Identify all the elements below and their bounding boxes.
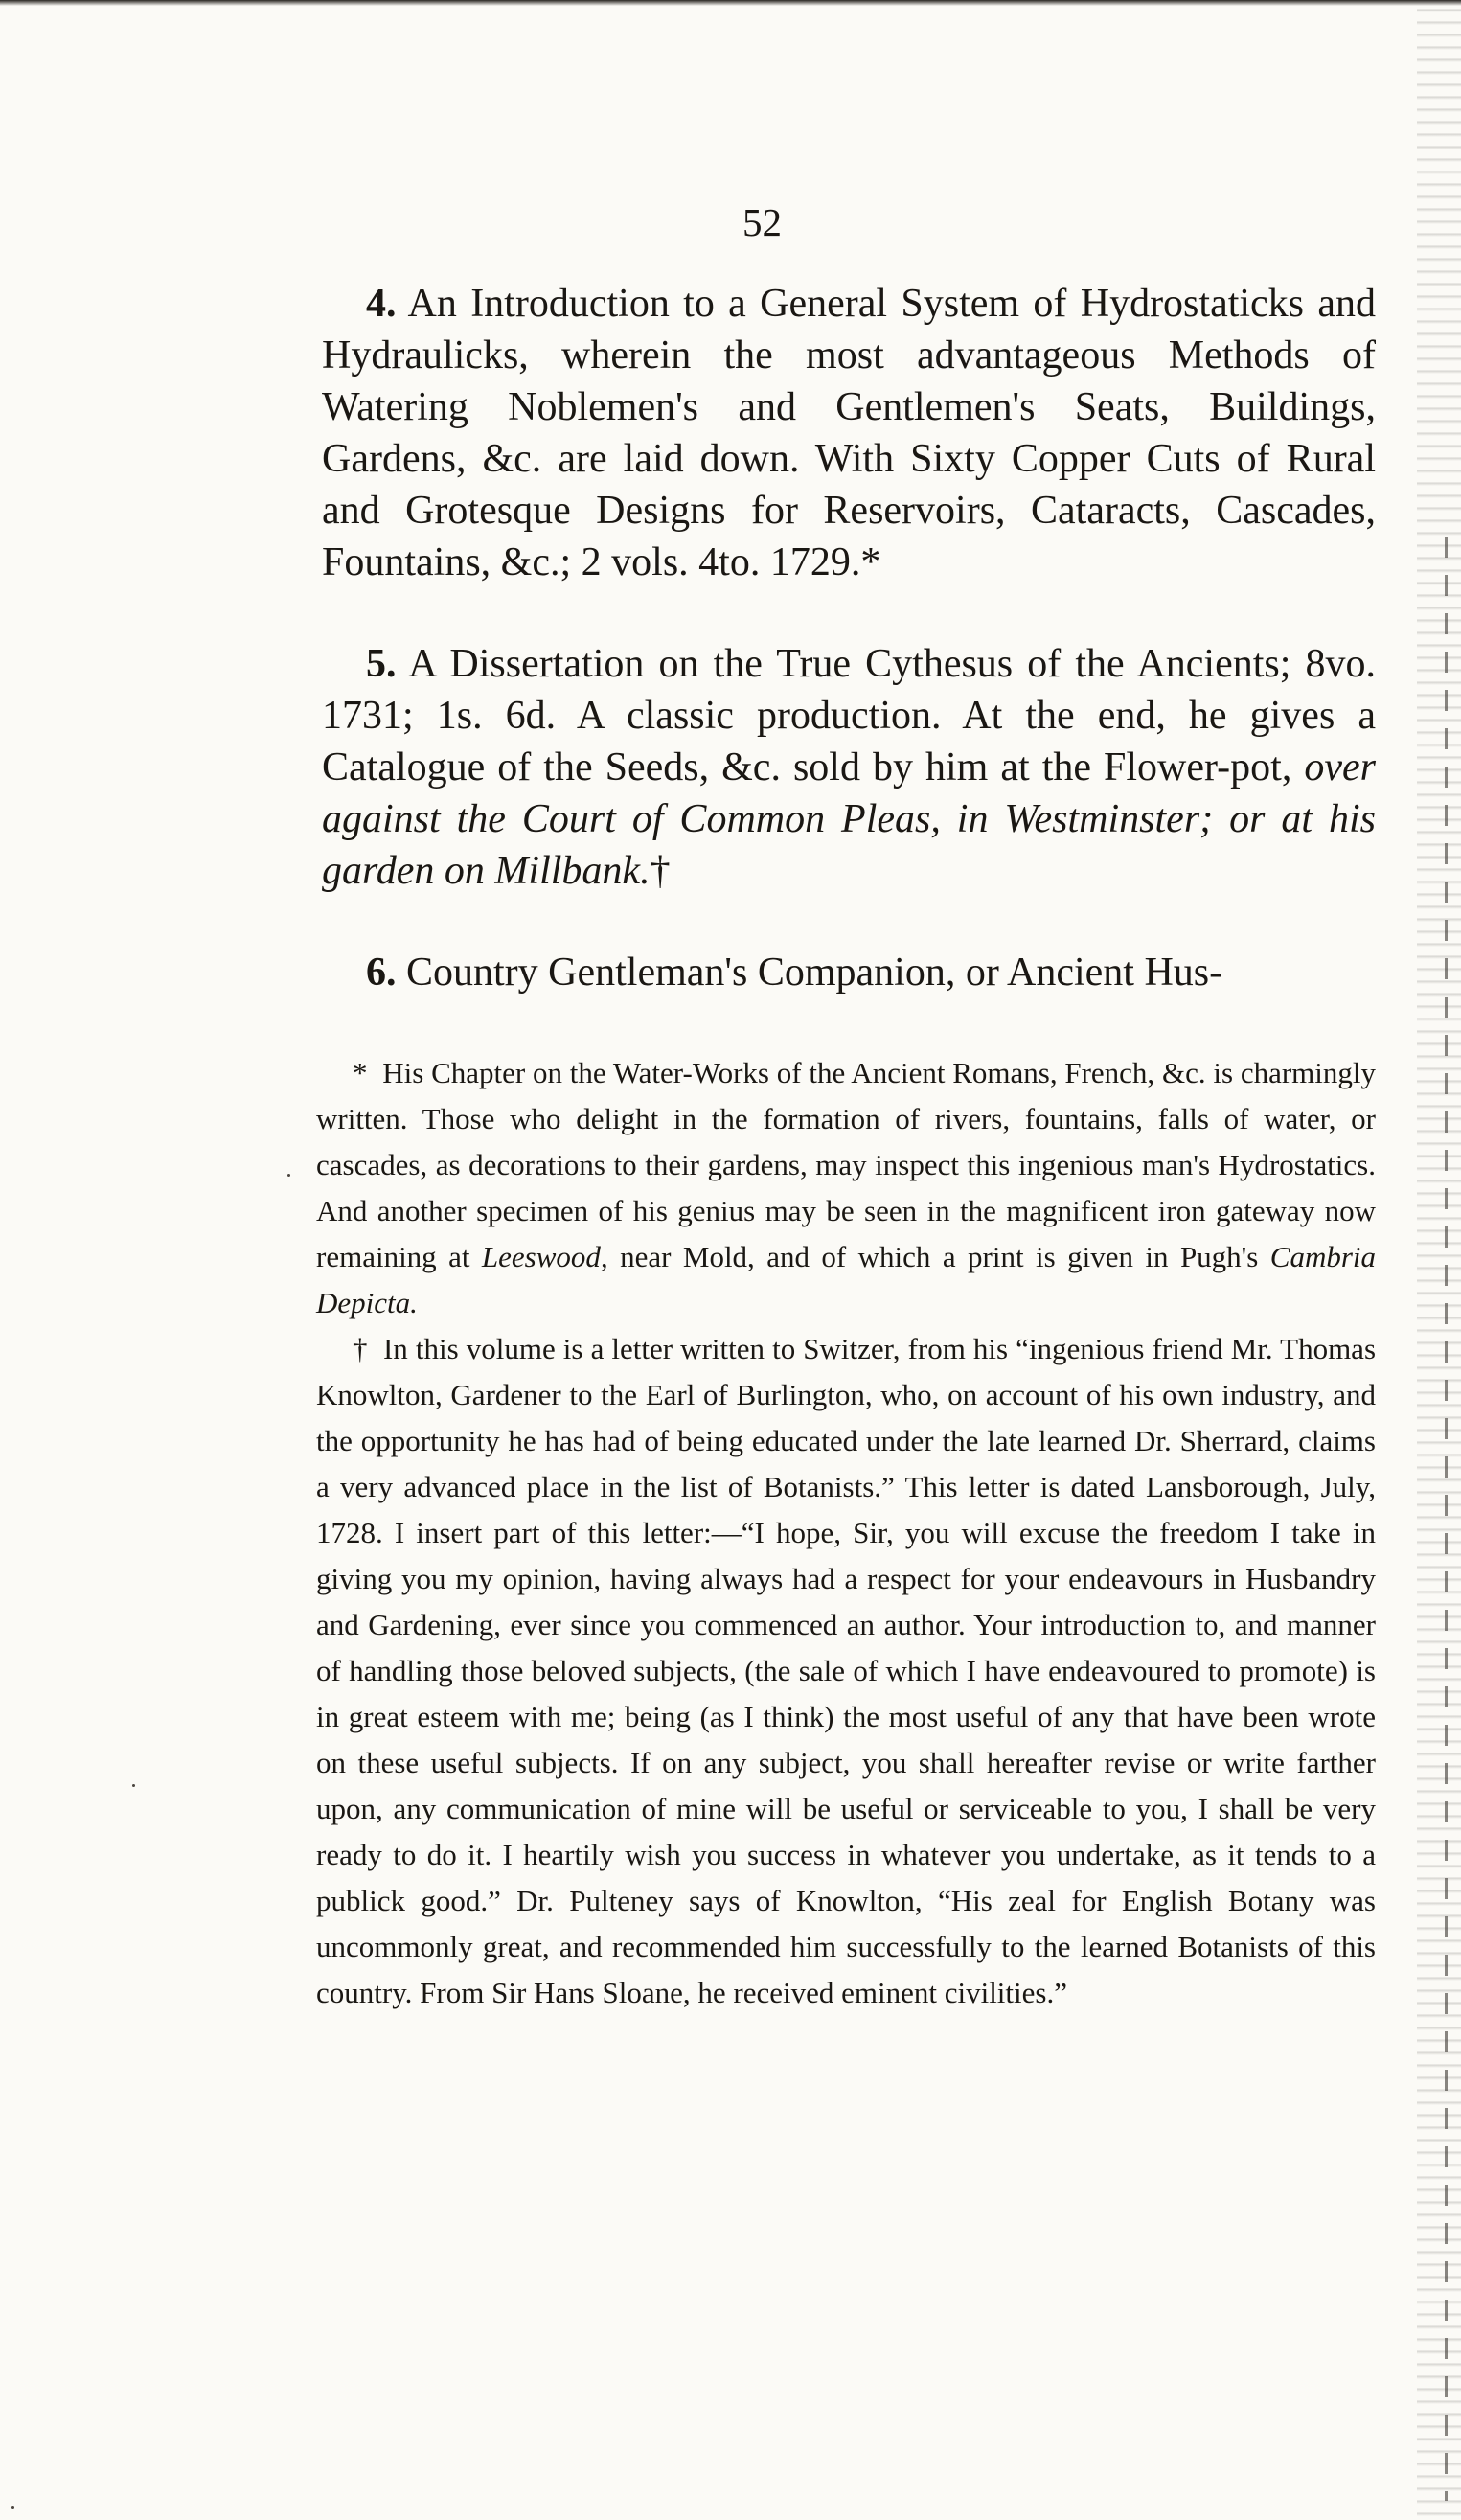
footnote-work-italic: Cambria Depicta. xyxy=(316,1240,1377,1319)
entry-text-italic: over against the Court of Common Pleas, in Westminster; or at his garden on Millbank. xyxy=(322,745,1377,893)
entry-number: 5. xyxy=(366,642,397,686)
scan-speck xyxy=(132,1784,135,1787)
entry-6 xyxy=(322,947,1376,998)
page-number: 52 xyxy=(742,200,782,244)
footnote-asterisk xyxy=(316,1050,1376,1326)
footnote-mark: † xyxy=(353,1332,368,1365)
footnote-text: near Mold, and of which a print is given in Pugh's xyxy=(620,1240,1259,1273)
entry-number: 4. xyxy=(366,282,397,326)
footnotes xyxy=(316,1050,1376,2016)
scan-speck xyxy=(11,2506,14,2509)
scan-gutter-line xyxy=(1445,537,1448,2501)
footnote-text: His Chapter on the Water-Works of the Ancient Romans, French, &c. is charmingly written. Those who delight in the formation of rivers, fountains, falls of water, or cascades, as decorations to their gardens, may inspect this ingenious man's Hydrostatics. And another specimen of his genius may be seen in the magnificent iron gateway now remaining at xyxy=(316,1056,1376,1273)
footnote-dagger xyxy=(316,1326,1376,2016)
scan-top-edge xyxy=(0,0,1461,6)
entry-text: An Introduction to a General System of Hydrostaticks and Hydraulicks, wherein the most advantageous Methods of Watering Noblemen's and Gentlemen's Seats, Buildings, Gardens, &c. are laid down. With Sixty Copper Cuts of Rural and Grotesque Designs for Reservoirs, Cataracts, Cascades, Fountains, &c.; 2 vols. 4to. 1729.* xyxy=(322,282,1377,584)
footnote-place-italic: Leeswood, xyxy=(481,1240,608,1273)
entry-text: A Dissertation on the True Cythesus of the Ancients; 8vo. 1731; 1s. 6d. A classic production. At the end, he gives a Catalogue of the Seeds, &c. sold by him at the Flower-pot, xyxy=(322,642,1377,790)
bibliography-entries xyxy=(322,278,1376,1048)
footnote-reference: † xyxy=(650,849,671,893)
entry-4 xyxy=(322,278,1376,588)
footnote-text: In this volume is a letter written to Switzer, from his “ingenious friend Mr. Thomas Knowlton, Gardener to the Earl of Burlington, who, on account of his own industry, and the opportunity he has had of being educated under the late learned Dr. Sherrard, claims a very advanced place in the list of Botanists.” This letter is dated Lansborough, July, 1728. I insert part of this letter:—“I hope, Sir, you will excuse the freedom I take in giving you my opinion, having always had a respect for your endeavours in Husbandry and Gardening, ever since you commenced an author. Your introduction to, and manner of handling those beloved subjects, (the sale of which I have endeavoured to promote) is in great esteem with me; being (as I think) the most useful of any that have been wrote on these useful subjects. If on any subject, you shall hereafter revise or write farther upon, any communication of mine will be useful or serviceable to you, I shall be very ready to do it. I heartily wish you success in whatever you undertake, as it tends to a publick good.” Dr. Pulteney says of Knowlton, “His zeal for English Botany was uncommonly great, and recommended him successfully to the learned Botanists of this country. From Sir Hans Sloane, he received eminent civilities.” xyxy=(316,1332,1377,2009)
scan-right-edge xyxy=(1417,0,1461,2520)
entry-text: Country Gentleman's Companion, or Ancient Hus- xyxy=(406,951,1223,995)
entry-5 xyxy=(322,638,1376,897)
scan-speck xyxy=(287,1174,290,1177)
entry-number: 6. xyxy=(366,951,397,995)
footnote-mark: * xyxy=(353,1056,368,1089)
